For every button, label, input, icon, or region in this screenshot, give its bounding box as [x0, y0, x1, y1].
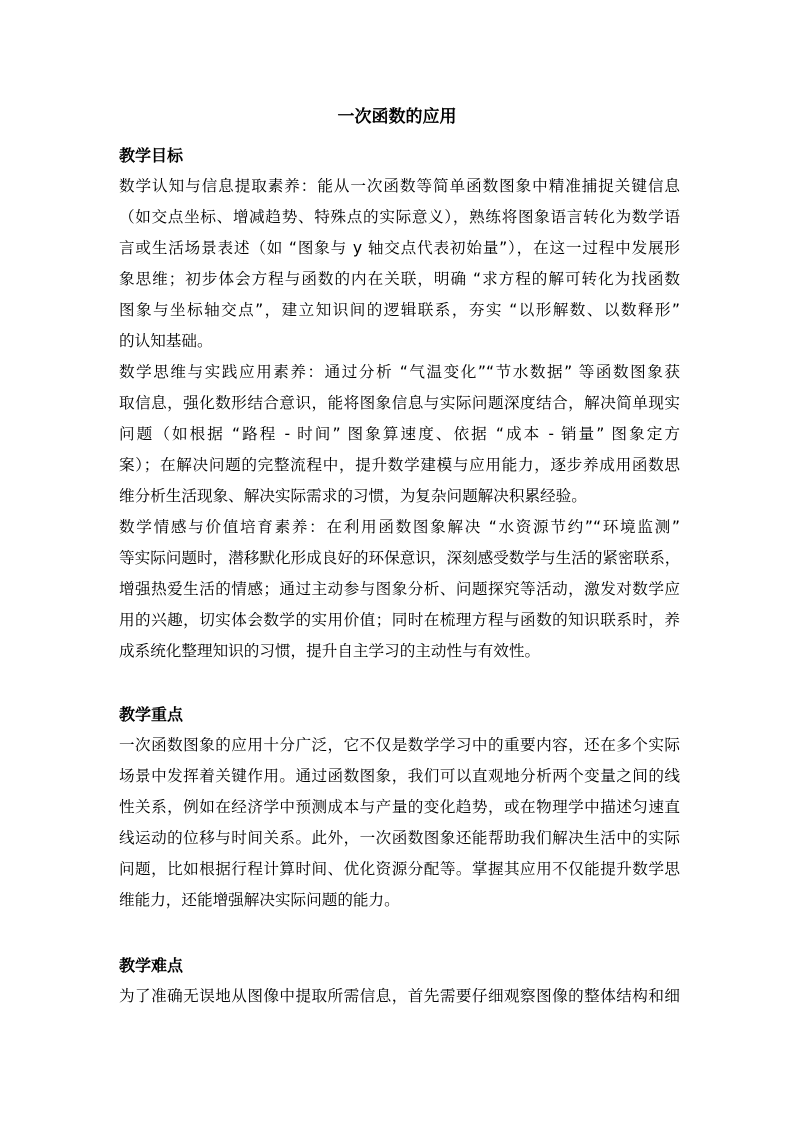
paragraph-goal-2	[119, 357, 680, 512]
paragraph-goal-3	[119, 512, 680, 667]
text-line: 为了准确无误地从图像中提取所需信息，首先需要仔细观察图像的整体结构和细	[119, 987, 680, 1005]
heading-teaching-goals: 教学目标	[119, 146, 184, 165]
text-line: 场景中发挥着关键作用。通过函数图象，我们可以直观地分析两个变量之间的线	[119, 767, 680, 785]
text-line: 问题（如根据 “路程 - 时间” 图象算速度、依据 “成本 - 销量” 图象定方	[119, 425, 680, 443]
heading-key-points: 教学重点	[119, 705, 184, 724]
text-line: 维能力，还能增强解决实际问题的能力。	[119, 891, 400, 909]
text-line: 言或生活场景表述（如 “图象与 y 轴交点代表初始量”），在这一过程中发展形	[119, 239, 680, 257]
text-line: 数学思维与实践应用素养：通过分析 “气温变化”“节水数据” 等函数图象获	[119, 363, 680, 381]
paragraph-key-points	[119, 730, 680, 916]
text-line: 用的兴趣，切实体会数学的实用价值；同时在梳理方程与函数的知识联系时，养	[119, 611, 680, 629]
text-line: 数学认知与信息提取素养：能从一次函数等简单函数图象中精准捕捉关键信息	[119, 177, 680, 195]
text-line: 维分析生活现象、解决实际需求的习惯，为复杂问题解决积累经验。	[119, 487, 587, 505]
text-line: 问题，比如根据行程计算时间、优化资源分配等。掌握其应用不仅能提升数学思	[119, 860, 680, 878]
text-line: 象思维；初步体会方程与函数的内在关联，明确 “求方程的解可转化为找函数	[119, 270, 680, 288]
text-line: 一次函数图象的应用十分广泛，它不仅是数学学习中的重要内容，还在多个实际	[119, 736, 680, 754]
text-line: （如交点坐标、增减趋势、特殊点的实际意义），熟练将图象语言转化为数学语	[119, 208, 680, 226]
text-line: 线运动的位移与时间关系。此外，一次函数图象还能帮助我们解决生活中的实际	[119, 829, 680, 847]
text-line: 成系统化整理知识的习惯，提升自主学习的主动性与有效性。	[119, 642, 541, 660]
paragraph-difficulties	[119, 981, 680, 1012]
document-title: 一次函数的应用	[337, 107, 457, 127]
text-line: 性关系，例如在经济学中预测成本与产量的变化趋势，或在物理学中描述匀速直	[119, 798, 680, 816]
text-line: 等实际问题时，潜移默化形成良好的环保意识，深刻感受数学与生活的紧密联系，	[119, 549, 681, 567]
text-line: 案）；在解决问题的完整流程中，提升数学建模与应用能力，逐步养成用函数思	[119, 456, 680, 474]
text-line: 图象与坐标轴交点”，建立知识间的逻辑联系，夯实 “以形解数、以数释形”	[119, 301, 680, 319]
text-line: 的认知基础。	[119, 332, 213, 350]
text-line: 增强热爱生活的情感；通过主动参与图象分析、问题探究等活动，激发对数学应	[119, 580, 680, 598]
paragraph-goal-1	[119, 171, 680, 357]
text-line: 取信息，强化数形结合意识，能将图象信息与实际问题深度结合，解决简单现实	[119, 394, 680, 412]
text-line: 数学情感与价值培育素养：在利用函数图象解决 “水资源节约”“环境监测”	[119, 518, 680, 536]
heading-difficulties: 教学难点	[119, 956, 184, 975]
